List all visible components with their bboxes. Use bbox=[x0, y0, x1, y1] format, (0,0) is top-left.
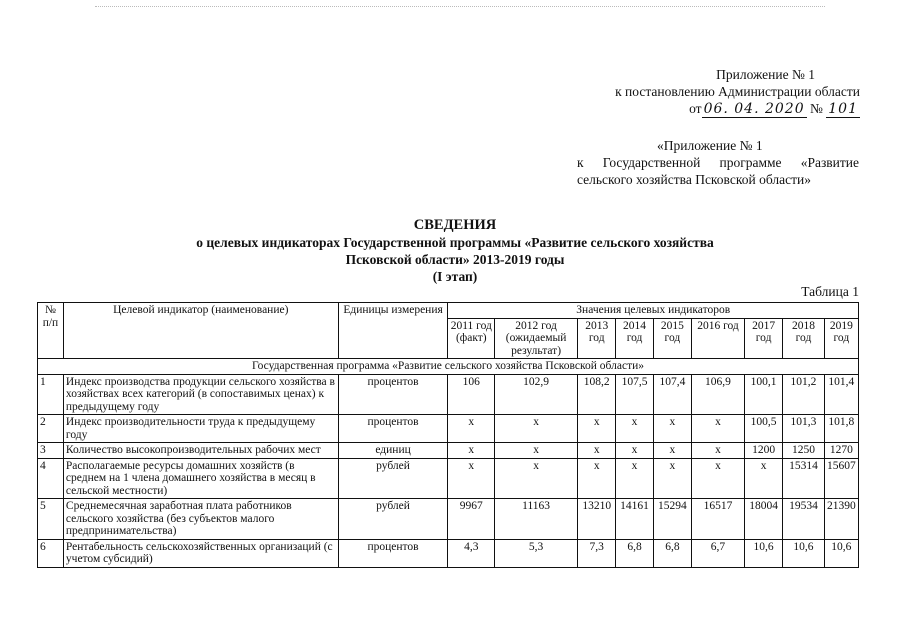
document-subtitle: о целевых индикаторах Государственной программы «Развитие сельского хозяйства bbox=[196, 235, 714, 250]
value-cell: 107,4 bbox=[653, 374, 691, 415]
indicator-unit: единиц bbox=[338, 443, 448, 459]
document-header bbox=[60, 217, 850, 285]
year-header: 2018 год bbox=[783, 318, 824, 359]
value-cell: х bbox=[692, 443, 745, 459]
year-header: 2011 год (факт) bbox=[448, 318, 495, 359]
year-header: 2012 год (ожидаемый результат) bbox=[495, 318, 578, 359]
indicator-name: Индекс производительности труда к предыдущему году bbox=[63, 415, 338, 443]
value-cell: 10,6 bbox=[744, 539, 782, 567]
value-cell: х bbox=[653, 458, 691, 499]
value-cell: 21390 bbox=[824, 499, 858, 540]
col-header-values: Значения целевых индикаторов bbox=[448, 303, 859, 319]
indicator-unit: процентов bbox=[338, 415, 448, 443]
scan-artifact-line bbox=[95, 6, 825, 7]
year-header: 2013 год bbox=[578, 318, 616, 359]
year-header: 2017 год bbox=[744, 318, 782, 359]
value-cell: 18004 bbox=[744, 499, 782, 540]
value-cell: 108,2 bbox=[578, 374, 616, 415]
year-header: 2015 год bbox=[653, 318, 691, 359]
value-cell: х bbox=[448, 458, 495, 499]
value-cell: 14161 bbox=[616, 499, 653, 540]
program-appendix-line2: к Государственной программе «Развитие bbox=[577, 155, 859, 170]
value-cell: 106,9 bbox=[692, 374, 745, 415]
value-cell: 15294 bbox=[653, 499, 691, 540]
indicator-unit: рублей bbox=[338, 499, 448, 540]
indicator-name: Располагаемые ресурсы домашних хозяйств (в среднем на 1 члена домашнего хозяйства в месяц в сельской местности) bbox=[63, 458, 338, 499]
section-row bbox=[38, 359, 859, 375]
value-cell: 15314 bbox=[783, 458, 824, 499]
value-cell: 5,3 bbox=[495, 539, 578, 567]
indicator-name: Количество высокопроизводительных рабочих мест bbox=[63, 443, 338, 459]
year-header: 2016 год bbox=[692, 318, 745, 359]
indicator-unit: рублей bbox=[338, 458, 448, 499]
value-cell: 11163 bbox=[495, 499, 578, 540]
value-cell: х bbox=[578, 415, 616, 443]
number-prefix: № bbox=[810, 101, 823, 116]
table-row bbox=[38, 458, 859, 499]
table-row bbox=[38, 539, 859, 567]
value-cell: 16517 bbox=[692, 499, 745, 540]
year-header: 2014 год bbox=[616, 318, 653, 359]
value-cell: 100,5 bbox=[744, 415, 782, 443]
value-cell: 101,2 bbox=[783, 374, 824, 415]
value-cell: 101,8 bbox=[824, 415, 858, 443]
value-cell: 6,7 bbox=[692, 539, 745, 567]
document-stage: (I этап) bbox=[432, 269, 478, 284]
handwritten-number: 101 bbox=[828, 101, 858, 117]
value-cell: 107,5 bbox=[616, 374, 653, 415]
year-header: 2019 год bbox=[824, 318, 858, 359]
value-cell: х bbox=[653, 443, 691, 459]
row-number: 4 bbox=[38, 458, 64, 499]
value-cell: 100,1 bbox=[744, 374, 782, 415]
appendix-decree-line: к постановлению Администрации области bbox=[615, 84, 860, 99]
value-cell: х bbox=[578, 443, 616, 459]
value-cell: 4,3 bbox=[448, 539, 495, 567]
value-cell: 102,9 bbox=[495, 374, 578, 415]
row-number: 1 bbox=[38, 374, 64, 415]
value-cell: х bbox=[744, 458, 782, 499]
program-appendix-line3: сельского хозяйства Псковской области» bbox=[577, 172, 811, 187]
value-cell: х bbox=[616, 443, 653, 459]
value-cell: х bbox=[495, 443, 578, 459]
value-cell: 1200 bbox=[744, 443, 782, 459]
value-cell: 9967 bbox=[448, 499, 495, 540]
value-cell: 13210 bbox=[578, 499, 616, 540]
value-cell: 1270 bbox=[824, 443, 858, 459]
document-title: СВЕДЕНИЯ bbox=[413, 217, 497, 233]
col-header-units: Единицы измерения bbox=[338, 303, 448, 359]
table-row bbox=[38, 499, 859, 540]
section-title: Государственная программа «Развитие сельского хозяйства Псковской области» bbox=[38, 359, 859, 375]
value-cell: х bbox=[692, 458, 745, 499]
value-cell: 1250 bbox=[783, 443, 824, 459]
program-appendix-title: «Приложение № 1 bbox=[657, 138, 763, 153]
value-cell: х bbox=[495, 458, 578, 499]
value-cell: 6,8 bbox=[616, 539, 653, 567]
value-cell: х bbox=[448, 415, 495, 443]
indicator-unit: процентов bbox=[338, 539, 448, 567]
value-cell: х bbox=[448, 443, 495, 459]
value-cell: 10,6 bbox=[783, 539, 824, 567]
value-cell: х bbox=[653, 415, 691, 443]
date-prefix: от bbox=[689, 101, 702, 116]
value-cell: 6,8 bbox=[653, 539, 691, 567]
row-number: 6 bbox=[38, 539, 64, 567]
value-cell: 10,6 bbox=[824, 539, 858, 567]
value-cell: 7,3 bbox=[578, 539, 616, 567]
indicator-name: Среднемесячная заработная плата работников сельского хозяйства (без субъектов малого предпринимательства) bbox=[63, 499, 338, 540]
row-number: 5 bbox=[38, 499, 64, 540]
value-cell: 15607 bbox=[824, 458, 858, 499]
value-cell: 106 bbox=[448, 374, 495, 415]
appendix-title: Приложение № 1 bbox=[716, 67, 815, 82]
value-cell: х bbox=[495, 415, 578, 443]
indicators-table bbox=[37, 302, 859, 568]
value-cell: 101,4 bbox=[824, 374, 858, 415]
col-header-indicator: Целевой индикатор (наименование) bbox=[63, 303, 338, 359]
table-row bbox=[38, 443, 859, 459]
value-cell: х bbox=[578, 458, 616, 499]
program-appendix-reference bbox=[577, 137, 859, 188]
indicator-name: Рентабельность сельскохозяйственных организаций (с учетом субсидий) bbox=[63, 539, 338, 567]
value-cell: х bbox=[616, 415, 653, 443]
appendix-reference bbox=[560, 66, 860, 118]
value-cell: 19534 bbox=[783, 499, 824, 540]
document-subtitle-2: Псковской области» 2013-2019 годы bbox=[345, 252, 565, 267]
indicator-name: Индекс производства продукции сельского хозяйства в хозяйствах всех категорий (в сопоставимых ценах) к предыдущему году bbox=[63, 374, 338, 415]
value-cell: х bbox=[616, 458, 653, 499]
value-cell: х bbox=[692, 415, 745, 443]
col-header-number: № п/п bbox=[38, 303, 64, 359]
table-row bbox=[38, 374, 859, 415]
indicator-unit: процентов bbox=[338, 374, 448, 415]
row-number: 3 bbox=[38, 443, 64, 459]
row-number: 2 bbox=[38, 415, 64, 443]
table-header-row bbox=[38, 303, 859, 319]
table-row bbox=[38, 415, 859, 443]
value-cell: 101,3 bbox=[783, 415, 824, 443]
handwritten-date: 06. 04. 2020 bbox=[703, 101, 805, 117]
appendix-date-line bbox=[689, 100, 860, 118]
table-label: Таблица 1 bbox=[801, 284, 859, 299]
